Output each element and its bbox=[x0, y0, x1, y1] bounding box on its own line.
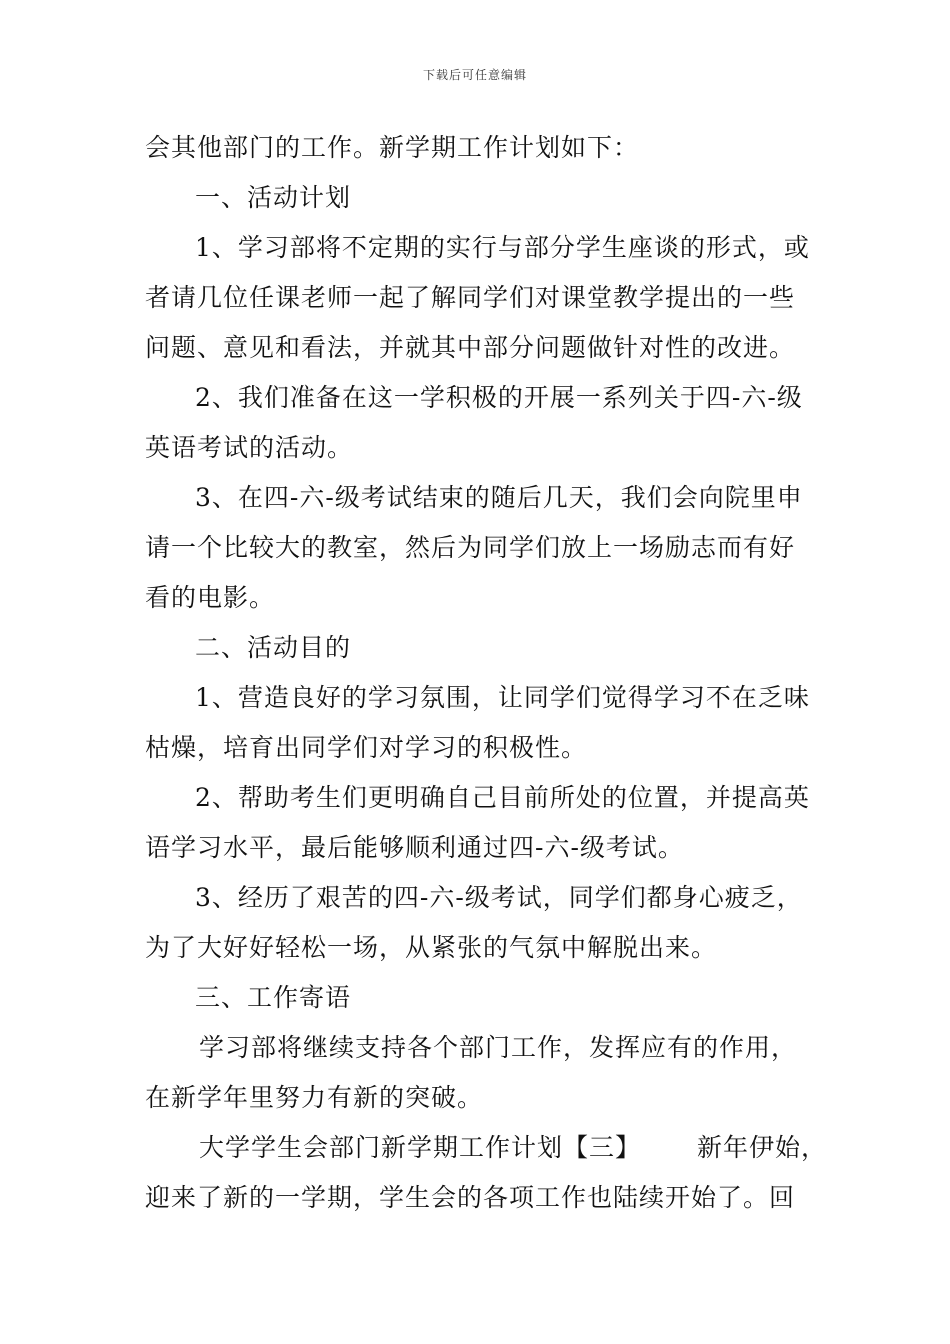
paragraph-line: 1、营造良好的学习氛围，让同学们觉得学习不在乏味 bbox=[195, 683, 810, 712]
paragraph-line: 者请几位任课老师一起了解同学们对课堂教学提出的一些 bbox=[145, 283, 796, 312]
paragraph-line: 会其他部门的工作。新学期工作计划如下： bbox=[145, 133, 640, 162]
paragraph-line: 看的电影。 bbox=[145, 583, 276, 612]
paragraph-line: 问题、意见和看法，并就其中部分问题做针对性的改进。 bbox=[145, 333, 796, 362]
section-heading: 二、活动目的 bbox=[195, 633, 352, 662]
paragraph-line: 迎来了新的一学期，学生会的各项工作也陆续开始了。回 bbox=[145, 1183, 796, 1212]
paragraph-line: 1、学习部将不定期的实行与部分学生座谈的形式，或 bbox=[195, 233, 810, 262]
header-note: 下载后可任意编辑 bbox=[422, 68, 527, 82]
document-body bbox=[145, 128, 835, 1228]
paragraph-line: 语学习水平，最后能够顺利通过四-六-级考试。 bbox=[145, 833, 684, 862]
paragraph-line: 3、在四-六-级考试结束的随后几天，我们会向院里申 bbox=[195, 483, 803, 512]
paragraph-line: 2、帮助考生们更明确自己目前所处的位置，并提高英 bbox=[195, 783, 810, 812]
paragraph-line: 请一个比较大的教室，然后为同学们放上一场励志而有好 bbox=[145, 533, 796, 562]
paragraph-line: 为了大好好轻松一场，从紧张的气氛中解脱出来。 bbox=[145, 933, 718, 962]
paragraph-line: 学习部将继续支持各个部门工作，发挥应有的作用， bbox=[199, 1033, 798, 1062]
paragraph-line: 2、我们准备在这一学积极的开展一系列关于四-六-级 bbox=[195, 383, 803, 412]
paragraph-line: 枯燥，培育出同学们对学习的积极性。 bbox=[145, 733, 588, 762]
section-heading: 三、工作寄语 bbox=[195, 983, 352, 1012]
paragraph-line: 英语考试的活动。 bbox=[145, 433, 354, 462]
paragraph-line bbox=[145, 1128, 835, 1178]
section-title: 大学学生会部门新学期工作计划【三】 bbox=[199, 1133, 642, 1162]
paragraph-line: 在新学年里努力有新的突破。 bbox=[145, 1083, 484, 1112]
paragraph-line: 3、经历了艰苦的四-六-级考试，同学们都身心疲乏， bbox=[195, 883, 803, 912]
paragraph-text: 新年伊始， bbox=[697, 1133, 828, 1162]
section-heading: 一、活动计划 bbox=[195, 183, 352, 212]
